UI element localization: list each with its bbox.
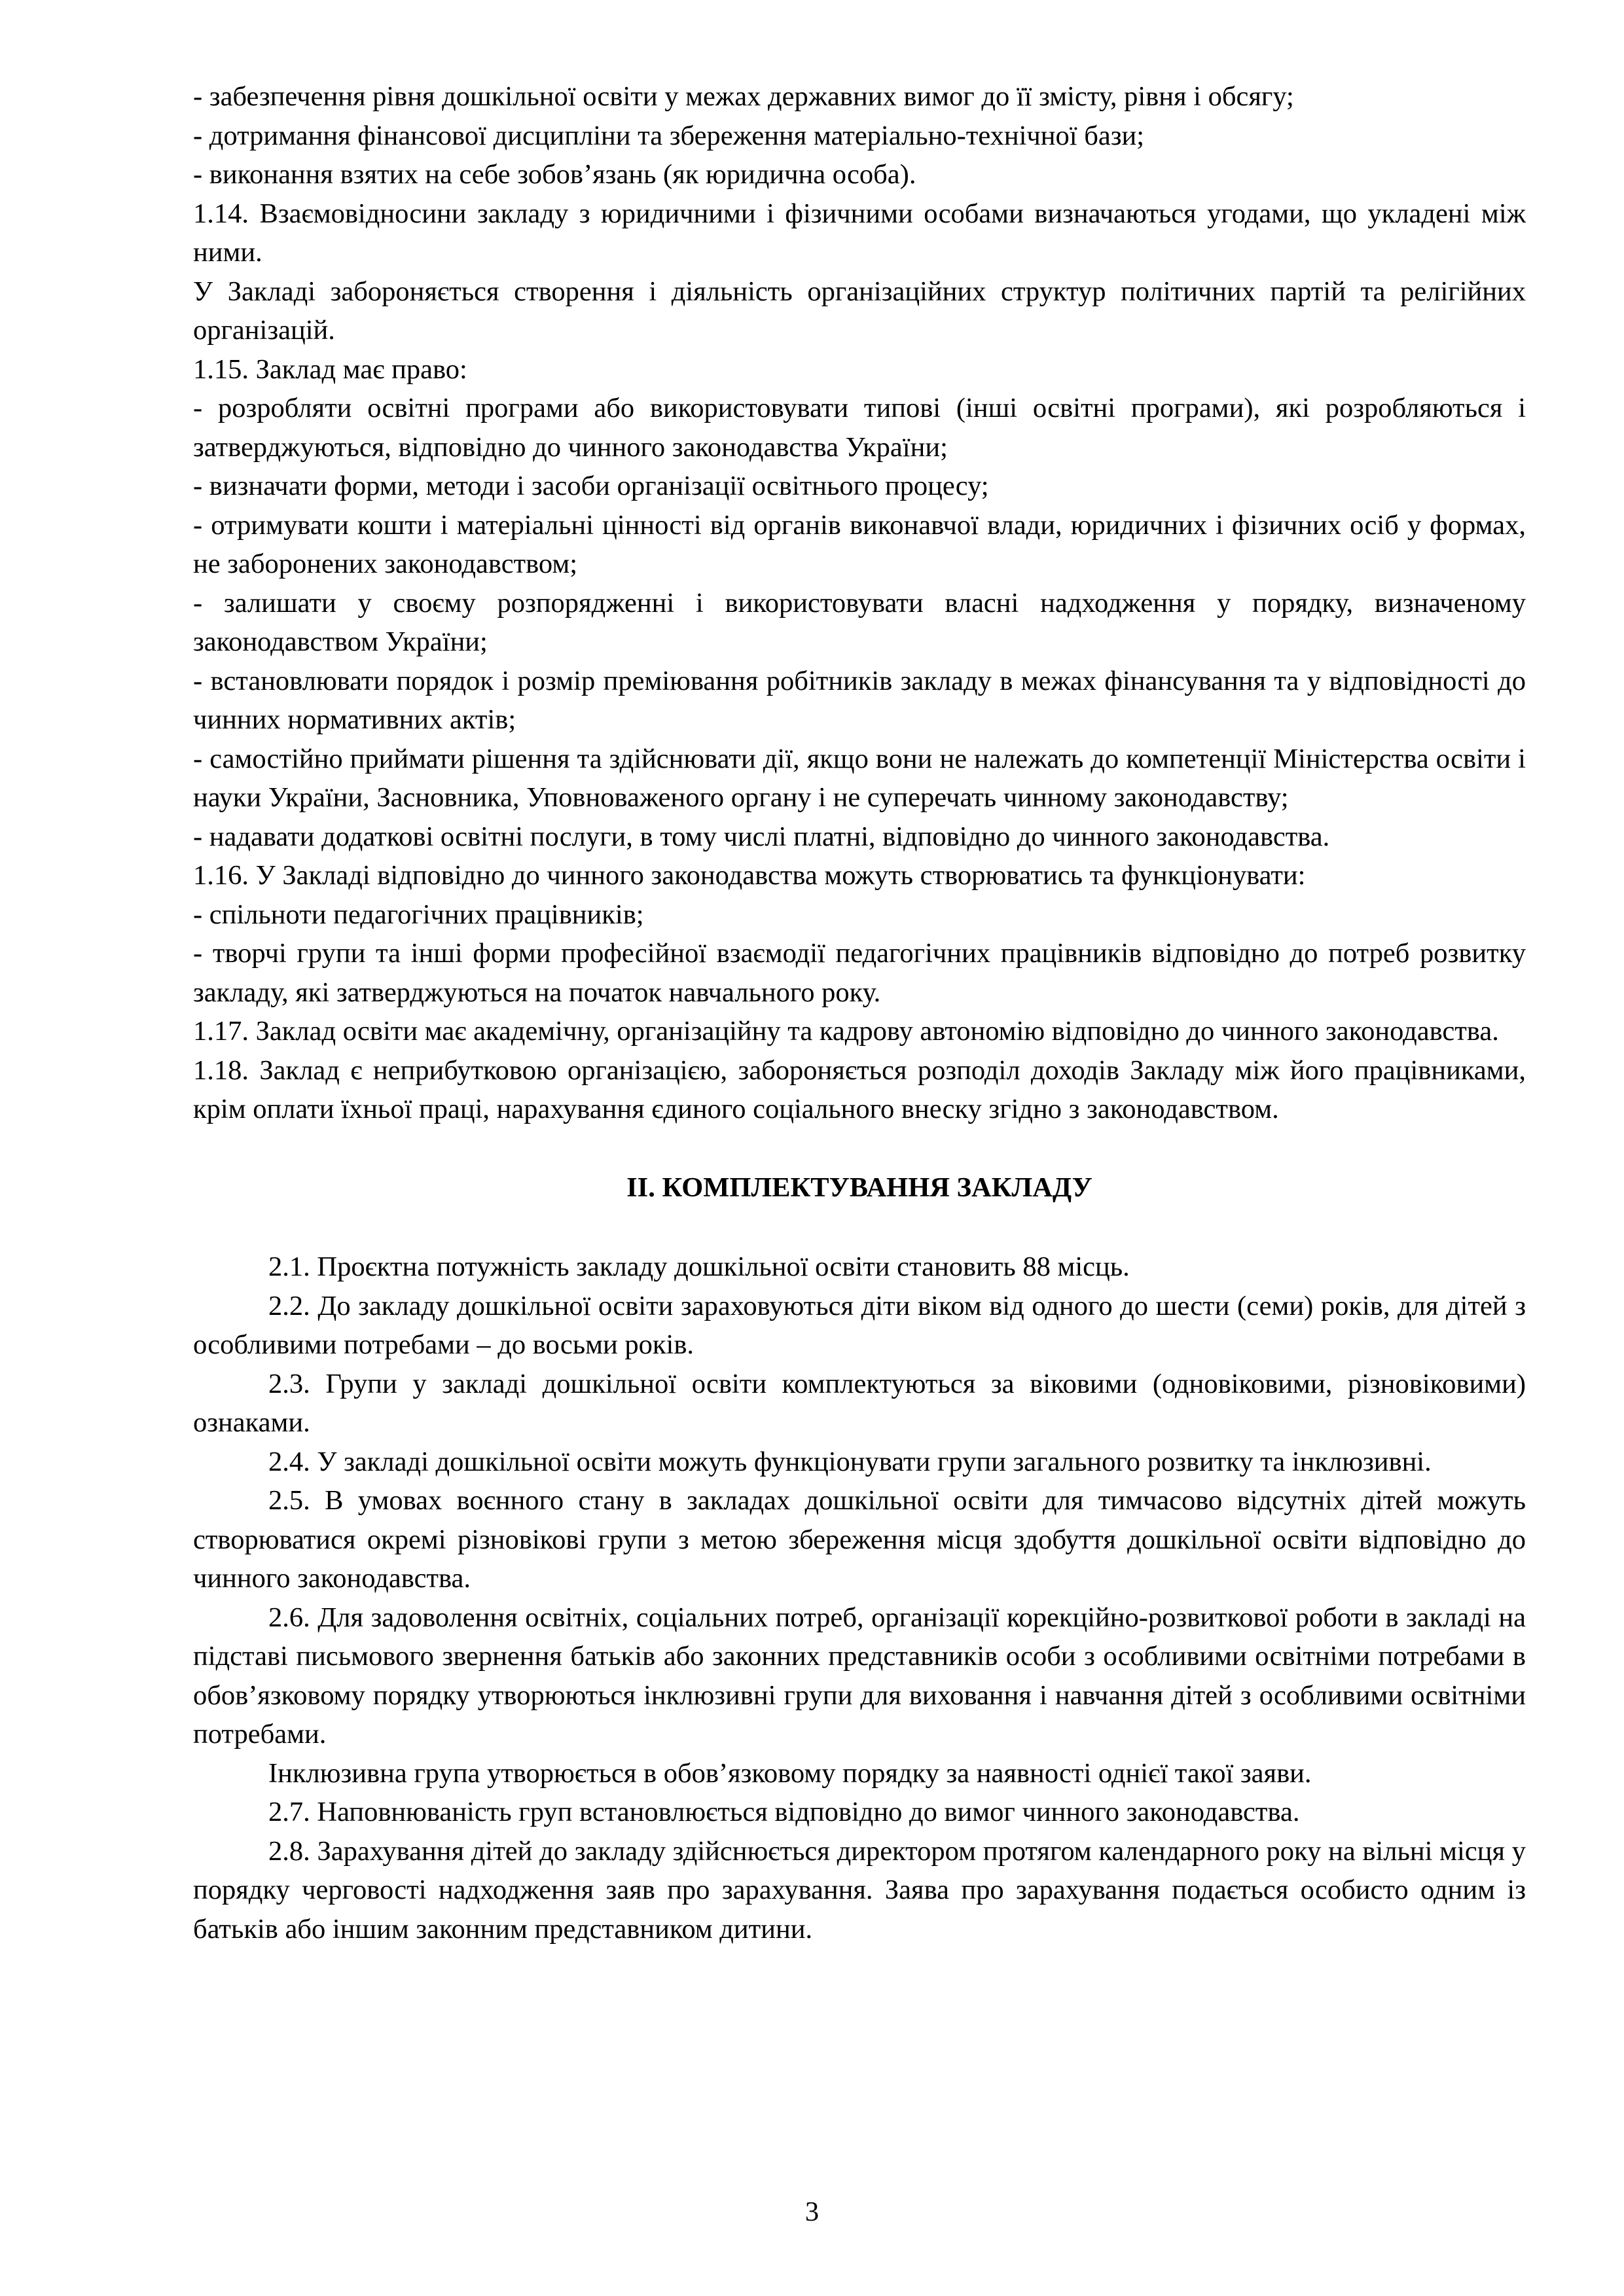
- list-item-independent-decisions: - самостійно приймати рішення та здійснювати дії, якщо вони не належать до компетенції Міністерства освіти і науки України, Засновника, Уповноваженого органу і не суперечать чинному законодавству;: [193, 743, 1526, 813]
- clause-2-2: 2.2. До закладу дошкільної освіти зараховуються діти віком від одного до шести (семи) років, для дітей з особливими потребами – до восьми років.: [193, 1290, 1526, 1360]
- list-item-forms-methods: - визначати форми, методи і засоби організації освітнього процесу;: [193, 471, 989, 501]
- section-2-body: [193, 1247, 1526, 1948]
- list-item-bonuses: - встановлювати порядок і розмір преміювання робітників закладу в межах фінансування та у відповідності до чинних нормативних актів;: [193, 665, 1526, 735]
- clause-1-14: 1.14. Взаємовідносини закладу з юридичними і фізичними особами визначаються угодами, що укладені між ними.: [193, 198, 1526, 268]
- clause-2-4: 2.4. У закладі дошкільної освіти можуть функціонувати групи загального розвитку та інклюзивні.: [268, 1446, 1432, 1477]
- paragraph-prohibition-political: У Закладі забороняється створення і діяльність організаційних структур політичних партій та релігійних організацій.: [193, 276, 1526, 346]
- list-item-financial-discipline: - дотримання фінансової дисципліни та збереження матеріально-технічної бази;: [193, 120, 1145, 151]
- list-item-educational-programs: - розробляти освітні програми або використовувати типові (інші освітні програми), які розробляються і затверджуються, відповідно до чинного законодавства України;: [193, 393, 1526, 463]
- list-item-additional-services: - надавати додаткові освітні послуги, в тому числі платні, відповідно до чинного законодавства.: [193, 821, 1330, 852]
- clause-2-3: 2.3. Групи у закладі дошкільної освіти комплектуються за віковими (одновіковими, різновіковими) ознаками.: [193, 1368, 1526, 1438]
- clause-1-17: 1.17. Заклад освіти має академічну, організаційну та кадрову автономію відповідно до чинного законодавства.: [193, 1016, 1499, 1047]
- list-item-level-requirements: - забезпечення рівня дошкільної освіти у межах державних вимог до її змісту, рівня і обсягу;: [193, 81, 1294, 112]
- page-number: 3: [804, 2197, 820, 2227]
- clause-2-1: 2.1. Проєктна потужність закладу дошкільної освіти становить 88 місць.: [268, 1251, 1130, 1282]
- clause-1-18: 1.18. Заклад є неприбутковою організацією, забороняється розподіл доходів Закладу між його працівниками, крім оплати їхньої праці, нарахування єдиного соціального внеску згідно з законодавством.: [193, 1054, 1526, 1124]
- list-item-receive-funds: - отримувати кошти і матеріальні цінності від органів виконавчої влади, юридичних і фізичних осіб у формах, не заборонених законодавством;: [193, 509, 1526, 579]
- clause-2-6: 2.6. Для задоволення освітніх, соціальних потреб, організації корекційно-розвиткової роботи в закладі на підставі письмового звернення батьків або законних представників особи з особливими освітніми потребами в обов’язковому порядку утворюються інклюзивні групи для виховання і навчання дітей з особливими освітніми потребами.: [193, 1602, 1526, 1749]
- list-item-own-revenue: - залишати у своєму розпорядженні і використовувати власні надходження у порядку, визначеному законодавством України;: [193, 587, 1526, 657]
- section-2-heading: ІІ. КОМПЛЕКТУВАННЯ ЗАКЛАДУ: [626, 1172, 1092, 1203]
- list-item-creative-groups: - творчі групи та інші форми професійної взаємодії педагогічних працівників відповідно до потреб розвитку закладу, які затверджуються на початок навчального року.: [193, 938, 1526, 1008]
- clause-1-15: 1.15. Заклад має право:: [193, 353, 467, 385]
- clause-2-7: 2.7. Наповнюваність груп встановлюється відповідно до вимог чинного законодавства.: [268, 1797, 1300, 1827]
- clause-1-16: 1.16. У Закладі відповідно до чинного законодавства можуть створюватись та функціонувати:: [193, 860, 1306, 891]
- clause-2-8: 2.8. Зарахування дітей до закладу здійснюється директором протягом календарного року на вільні місця у порядку черговості надходження заяв про зарахування. Заява про зарахування подається особисто одним із батьків або іншим законним представником дитини.: [193, 1835, 1526, 1945]
- clause-2-5: 2.5. В умовах воєнного стану в закладах дошкільної освіти для тимчасово відсутніх дітей можуть створюватися окремі різновікові групи з метою збереження місця здобуття дошкільної освіти відповідно до чинного законодавства.: [193, 1485, 1526, 1594]
- section-1-continuation: [193, 77, 1526, 1129]
- paragraph-inclusive-group: Інклюзивна група утворюється в обов’язковому порядку за наявності однієї такої заяви.: [268, 1757, 1312, 1789]
- list-item-obligations: - виконання взятих на себе зобов’язань (як юридична особа).: [193, 159, 916, 190]
- list-item-teacher-communities: - спільноти педагогічних працівників;: [193, 899, 644, 930]
- document-page: [193, 77, 1526, 1948]
